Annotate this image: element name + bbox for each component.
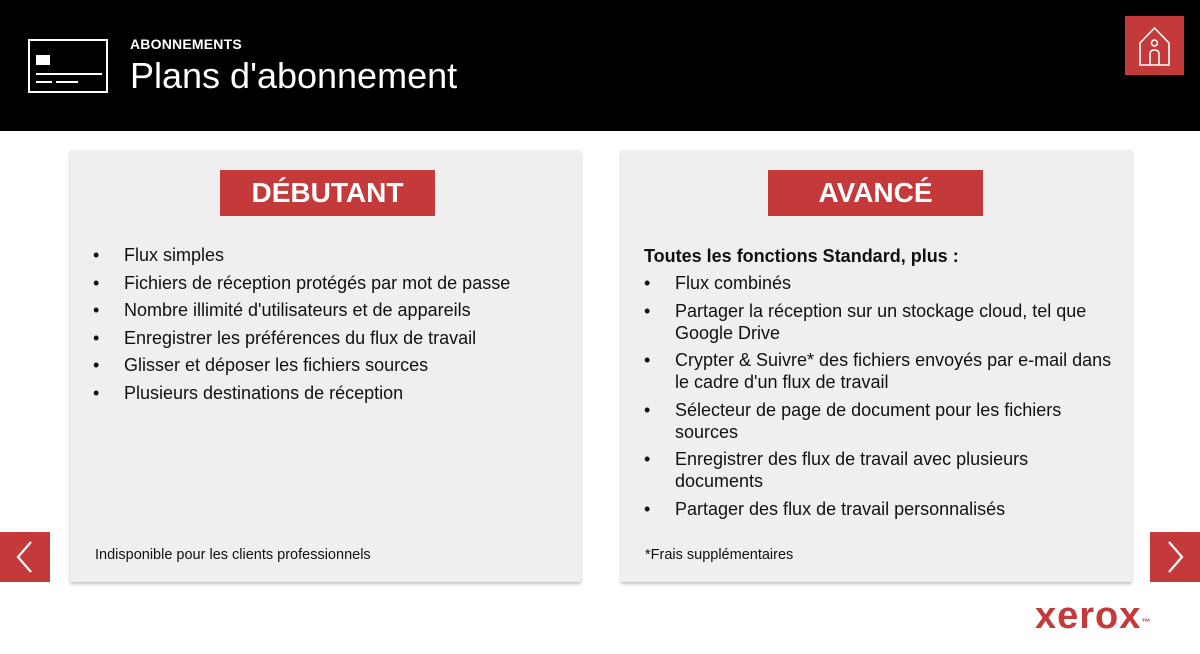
credit-card-icon xyxy=(28,39,108,93)
list-item: • Sélecteur de page de document pour les fichiers sources xyxy=(644,399,1062,442)
list-item: • Partager la réception sur un stockage cloud, tel que Google Drive xyxy=(644,300,1087,343)
list-item: • Partager des flux de travail personnalisés xyxy=(644,498,1006,519)
plan-badge: DÉBUTANT xyxy=(220,170,435,216)
list-item: • Crypter & Suivre* des fichiers envoyés par e-mail dans le cadre d'un flux de travail xyxy=(644,350,1112,392)
xerox-logo: xerox™ xyxy=(1035,595,1152,637)
previous-button[interactable] xyxy=(0,532,50,582)
plan-badge: AVANCÉ xyxy=(768,170,983,216)
list-item: • Flux combinés xyxy=(644,273,792,293)
feature-list xyxy=(644,272,1114,525)
home-button[interactable] xyxy=(1125,16,1184,75)
plan-footnote: *Frais supplémentaires xyxy=(645,547,794,563)
list-item: • Enregistrer les préférences du flux de travail xyxy=(93,327,477,348)
section-label: ABONNEMENTS xyxy=(130,36,242,52)
list-item: • Glisser et déposer les fichiers sources xyxy=(93,355,429,375)
plan-card-advanced xyxy=(621,150,1132,582)
list-item: • Plusieurs destinations de réception xyxy=(93,382,404,403)
chevron-left-icon xyxy=(0,532,50,582)
next-button[interactable] xyxy=(1150,532,1200,582)
list-item: • Fichiers de réception protégés par mot de passe xyxy=(93,272,511,293)
page-title: Plans d'abonnement xyxy=(130,55,458,96)
chevron-right-icon xyxy=(1150,532,1200,582)
plan-card-beginner xyxy=(70,150,581,582)
home-icon xyxy=(1125,16,1184,75)
list-item: • Nombre illimité d'utilisateurs et de appareils xyxy=(93,300,471,320)
header-bar xyxy=(0,0,1200,131)
feature-list xyxy=(93,244,563,409)
list-item: • Enregistrer des flux de travail avec plusieurs documents xyxy=(644,449,1029,491)
plan-footnote: Indisponible pour les clients professionnels xyxy=(95,547,371,563)
list-item: • Flux simples xyxy=(93,245,225,265)
plan-intro: Toutes les fonctions Standard, plus : xyxy=(644,246,959,266)
